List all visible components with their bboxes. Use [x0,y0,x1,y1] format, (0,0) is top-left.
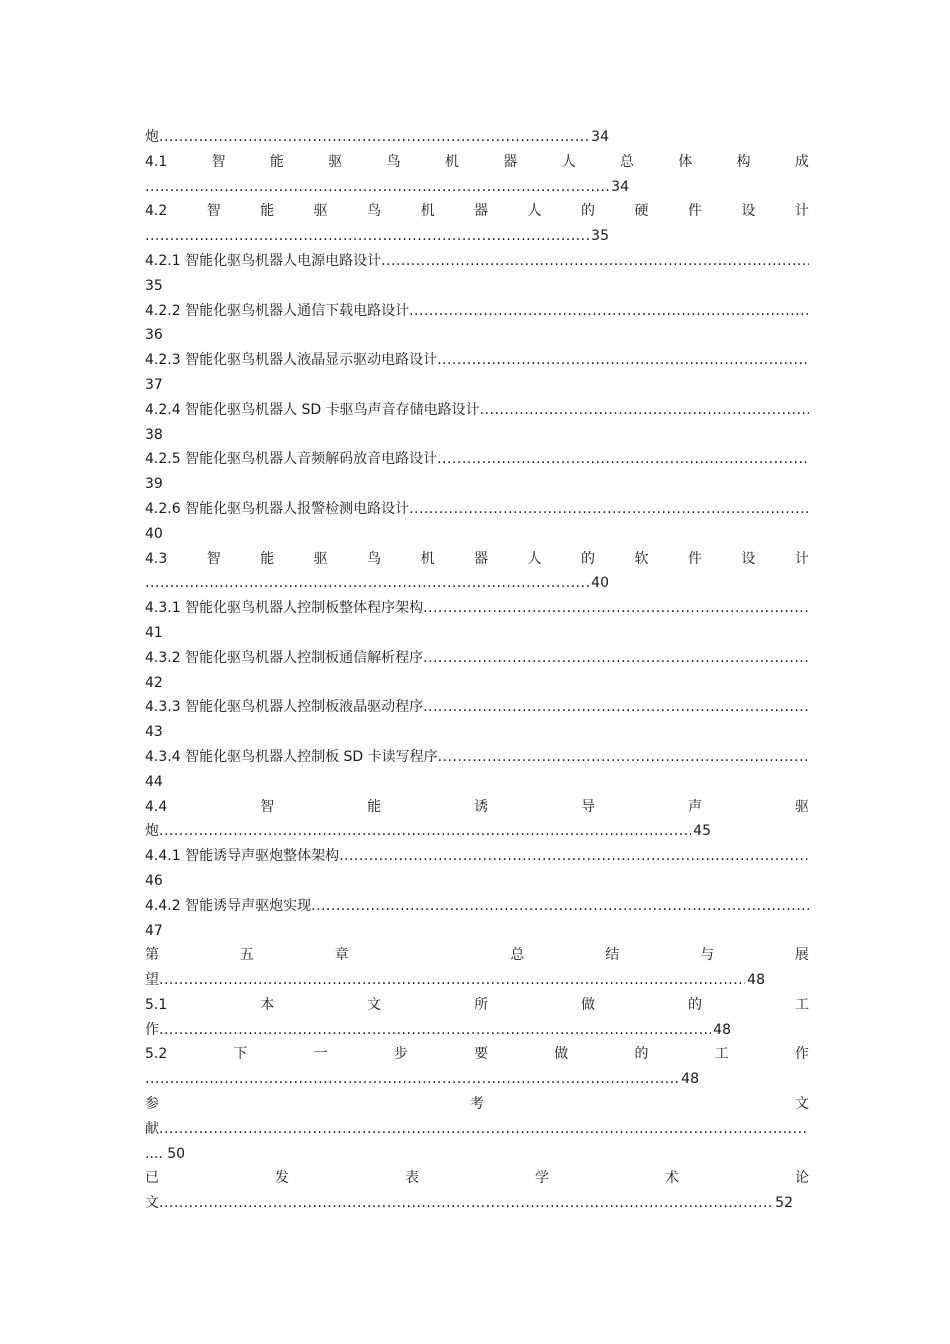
toc-char: 所 [474,996,489,1013]
toc-char: 五 [239,947,254,964]
toc-line [145,1092,809,1117]
toc-page-number: 34 [611,178,629,195]
toc-label: 作 [145,1021,159,1038]
toc-label: 4.2.2 智能化驱鸟机器人通信下载电路设计 [145,302,410,319]
toc-char: 论 [795,1170,809,1187]
toc-page-number: 35 [591,228,609,245]
dot-leader [159,1191,773,1216]
toc-page-number-line: 46 [145,872,163,889]
toc-line [145,497,809,522]
toc-char: 鸟 [386,153,401,170]
toc-char: 件 [687,203,702,220]
toc-char: 驱 [313,550,328,567]
toc-char: 工 [794,996,809,1013]
toc-char: 的 [581,550,596,567]
toc-label: 4.2.5 智能化驱鸟机器人音频解码放音电路设计 [145,451,438,468]
toc-char: 设 [741,550,756,567]
toc-char: 第 [145,947,159,964]
toc-label: 炮 [145,823,159,840]
toc-char: 能 [367,798,382,815]
toc-char: 能 [260,550,275,567]
toc-char: 一 [313,1046,328,1063]
toc-line [145,844,809,869]
toc-line [145,447,809,472]
dot-leader [423,695,809,720]
toc-label: 4.2.4 智能化驱鸟机器人 SD 卡驱鸟声音存储电路设计 [145,401,480,418]
toc-char: 的 [581,203,596,220]
toc-line [145,646,809,671]
toc-page-number: 52 [775,1195,793,1212]
toc-char: 已 [145,1170,159,1187]
toc-char: 器 [474,203,489,220]
toc-char: 步 [393,1046,408,1063]
toc-char: 章 [334,947,349,964]
toc-page-number-line: 40 [145,525,163,542]
toc-char: 人 [561,153,576,170]
toc-line [145,571,809,596]
toc-char: 机 [420,550,435,567]
toc-page-number: 48 [681,1071,699,1088]
toc-char: 4.3 [145,550,168,567]
toc-line [145,1042,809,1067]
toc-char: 文 [795,1096,809,1113]
toc-char: 软 [634,550,649,567]
toc-char: 展 [794,947,809,964]
toc-label: 4.3.3 智能化驱鸟机器人控制板液晶驱动程序 [145,699,424,716]
toc-char: 机 [420,203,435,220]
toc-char: 的 [688,996,703,1013]
dot-leader [480,398,809,423]
toc-char: 4.4 [145,798,168,815]
toc-page-number-line: 36 [145,327,163,344]
toc-char: 鸟 [367,550,382,567]
toc-line [145,943,809,968]
toc-char: 智 [211,153,226,170]
toc-char: 智 [260,798,275,815]
toc-char: 构 [736,153,751,170]
toc-page-number: 34 [591,129,609,145]
dot-leader [437,447,809,472]
toc-char: 总 [619,153,634,170]
dot-leader [145,224,589,249]
dot-leader [145,175,609,200]
toc-label: 献 [145,1120,159,1137]
toc-char: 体 [678,153,693,170]
toc-page-number-line: 44 [145,773,163,790]
dot-leader [145,571,589,596]
toc-char: 学 [535,1170,549,1187]
toc-char: 设 [741,203,756,220]
toc-char: 本 [260,996,275,1013]
toc-label: 4.2.3 智能化驱鸟机器人液晶显示驱动电路设计 [145,352,438,369]
toc-char: 智 [206,203,221,220]
toc-char: 智 [206,550,221,567]
toc-char: 诱 [474,798,489,815]
dot-leader [311,894,809,919]
toc-char: 人 [527,550,542,567]
toc-char: 声 [688,798,703,815]
dot-leader [438,745,809,770]
toc-page-number-line: 37 [145,376,163,393]
toc-char: 发 [275,1170,289,1187]
toc-page-number-line: 38 [145,426,163,443]
toc-char: 4.1 [145,153,168,170]
toc-label: 4.2.1 智能化驱鸟机器人电源电路设计 [145,252,382,269]
toc-line [145,819,809,844]
toc-char: 5.2 [145,1046,168,1063]
dot-leader [423,646,809,671]
toc-label: 4.2.6 智能化驱鸟机器人报警检测电路设计 [145,500,410,517]
toc-char: 术 [665,1170,679,1187]
dot-leader [159,968,745,993]
toc-char: 成 [794,153,809,170]
toc-page-number: 40 [591,575,609,592]
toc-page-number: 45 [693,823,711,840]
toc-label: 4.3.1 智能化驱鸟机器人控制板整体程序架构 [145,600,424,617]
dot-leader [145,1067,679,1092]
toc-char: 考 [470,1096,484,1113]
toc-char: 4.2 [145,203,168,220]
toc-page-number-line: .... 50 [145,1145,186,1162]
dot-leader [437,348,809,373]
toc-char: 要 [474,1046,489,1063]
toc-label: 望 [145,972,159,989]
table-of-contents [145,125,809,1216]
toc-line [145,299,809,324]
toc-label: 炮 [145,129,159,145]
toc-line [145,348,809,373]
toc-char: 的 [634,1046,649,1063]
toc-line [145,1191,809,1216]
toc-line [145,175,809,200]
dot-leader [159,1018,711,1043]
dot-leader [159,1117,809,1142]
toc-char: 结 [605,947,620,964]
toc-line [145,795,809,820]
toc-char: 硬 [634,203,649,220]
toc-line [145,547,809,572]
toc-char: 5.1 [145,996,168,1013]
toc-page-number: 48 [747,972,765,989]
toc-line [145,1067,809,1092]
dot-leader [159,819,691,844]
toc-line [145,894,809,919]
toc-line [145,745,809,770]
toc-page-number-line: 39 [145,476,163,493]
toc-char: 驱 [328,153,343,170]
toc-page-number-line: 42 [145,674,163,691]
toc-line [145,199,809,224]
toc-page-number-line: 35 [145,277,163,294]
toc-page-number-line: 47 [145,922,163,939]
toc-char: 器 [474,550,489,567]
toc-line [145,1018,809,1043]
toc-char: 计 [794,203,809,220]
toc-line [145,249,809,274]
toc-char: 文 [367,996,382,1013]
toc-page-number: 48 [713,1021,731,1038]
toc-label: 4.3.2 智能化驱鸟机器人控制板通信解析程序 [145,649,424,666]
dot-leader [339,844,809,869]
toc-char: 机 [444,153,459,170]
toc-char: 驱 [313,203,328,220]
toc-line [145,596,809,621]
toc-char: 下 [233,1046,248,1063]
toc-line [145,398,809,423]
toc-char: 驱 [794,798,809,815]
toc-label: 4.4.1 智能诱导声驱炮整体架构 [145,848,340,865]
toc-line [145,993,809,1018]
toc-label: 4.3.4 智能化驱鸟机器人控制板 SD 卡读写程序 [145,748,438,765]
dot-leader [409,299,809,324]
toc-char: 能 [260,203,275,220]
dot-leader [423,596,809,621]
toc-line [145,968,809,993]
toc-line [145,695,809,720]
toc-char: 导 [581,798,596,815]
toc-char: 表 [405,1170,419,1187]
toc-line [145,125,809,150]
toc-char: 与 [700,947,715,964]
toc-char: 人 [527,203,542,220]
toc-char: 器 [503,153,518,170]
toc-page-number-line: 43 [145,724,163,741]
toc-char: 总 [510,947,525,964]
dot-leader [159,125,589,150]
toc-char: 能 [269,153,284,170]
dot-leader [409,497,809,522]
toc-char: 计 [794,550,809,567]
toc-char: 工 [714,1046,729,1063]
dot-leader [381,249,809,274]
toc-line [145,150,809,175]
toc-line [145,1117,809,1142]
toc-line [145,1166,809,1191]
toc-line [145,224,809,249]
toc-char: 作 [794,1046,809,1063]
toc-char: 参 [145,1096,159,1113]
toc-char: 鸟 [367,203,382,220]
toc-page-number-line: 41 [145,624,163,641]
toc-label: 文 [145,1195,159,1212]
toc-char: 件 [687,550,702,567]
toc-char: 做 [581,996,596,1013]
toc-char: 做 [554,1046,569,1063]
toc-label: 4.4.2 智能诱导声驱炮实现 [145,897,312,914]
